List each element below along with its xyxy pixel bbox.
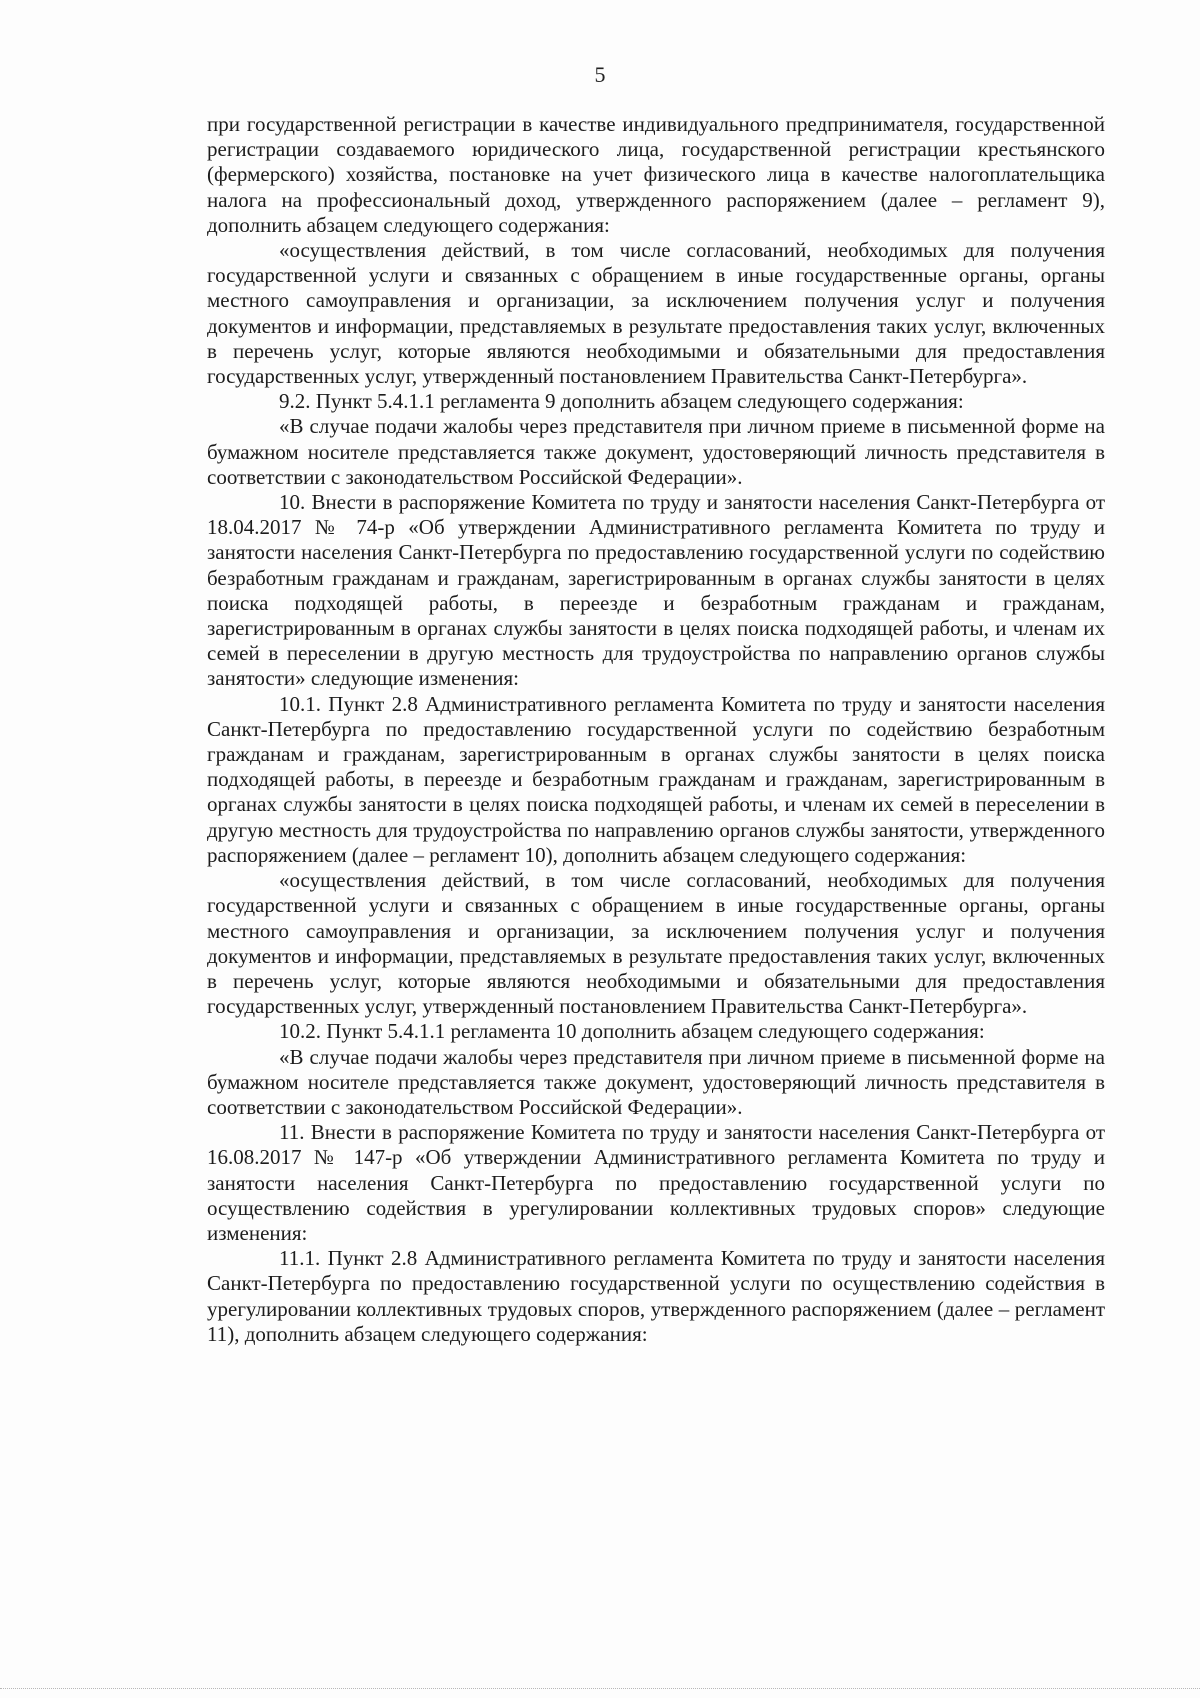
paragraph: «осуществления действий, в том числе согласований, необходимых для получения государственной услуги и связанных с обращением в иные государственные органы, органы местного самоуправления и организации, за исключением получения услуг и получения документов и информации, представляемых в результате предоставления таких услуг, включенных в перечень услуг, которые являются необходимыми и обязательными для предоставления государственных услуг, утвержденный постановлением Правительства Санкт-Петербурга». (207, 238, 1105, 389)
paragraph: 11. Внести в распоряжение Комитета по труду и занятости населения Санкт-Петербурга от 16.08.2017 № 147-р «Об утверждении Административного регламента Комитета по труду и занятости населения Санкт-Петербурга по предоставлению государственной услуги по осуществлению содействия в урегулировании коллективных трудовых споров» следующие изменения: (207, 1120, 1105, 1245)
paragraph: «В случае подачи жалобы через представителя при личном приеме в письменной форме на бумажном носителе представляется также документ, удостоверяющий личность представителя в соответствии с законодательством Российской Федерации». (207, 414, 1105, 489)
scan-edge-divider (0, 1688, 1200, 1689)
page-number: 5 (594, 62, 606, 87)
paragraph: «В случае подачи жалобы через представителя при личном приеме в письменной форме на бумажном носителе представляется также документ, удостоверяющий личность представителя в соответствии с законодательством Российской Федерации». (207, 1044, 1105, 1119)
paragraph: при государственной регистрации в качестве индивидуального предпринимателя, государственной регистрации создаваемого юридического лица, государственной регистрации крестьянского (фермерского) хозяйства, постановке на учет физического лица в качестве налогоплательщика налога на профессиональный доход, утвержденного распоряжением (далее – регламент 9), дополнить абзацем следующего содержания: (207, 112, 1105, 237)
paragraph: 10.2. Пункт 5.4.1.1 регламента 10 дополнить абзацем следующего содержания: (279, 1019, 985, 1044)
paragraph: 9.2. Пункт 5.4.1.1 регламента 9 дополнить абзацем следующего содержания: (279, 389, 964, 414)
paragraph: 11.1. Пункт 2.8 Административного регламента Комитета по труду и занятости населения Санкт-Петербурга по предоставлению государственной услуги по осуществлению содействия в урегулировании коллективных трудовых споров, утвержденного распоряжением (далее – регламент 11), дополнить абзацем следующего содержания: (207, 1246, 1105, 1346)
paragraph: 10. Внести в распоряжение Комитета по труду и занятости населения Санкт-Петербурга от 18.04.2017 № 74-р «Об утверждении Административного регламента Комитета по труду и занятости населения Санкт-Петербурга по предоставлению государственной услуги по содействию безработным гражданам и гражданам, зарегистрированным в органах службы занятости в целях поиска подходящей работы, в переезде и безработным гражданам и гражданам, зарегистрированным в органах службы занятости в целях поиска подходящей работы, и членам их семей в переселении в другую местность для трудоустройства по направлению органов службы занятости» следующие изменения: (207, 490, 1105, 691)
document-body (207, 112, 1105, 1347)
paragraph: 10.1. Пункт 2.8 Административного регламента Комитета по труду и занятости населения Санкт-Петербурга по предоставлению государственной услуги по содействию безработным гражданам и гражданам, зарегистрированным в органах службы занятости в целях поиска подходящей работы, в переезде и безработным гражданам и гражданам, зарегистрированным в органах службы занятости в целях поиска подходящей работы, и членам их семей в переселении в другую местность для трудоустройства по направлению органов службы занятости, утвержденного распоряжением (далее – регламент 10), дополнить абзацем следующего содержания: (207, 691, 1105, 867)
paragraph: «осуществления действий, в том числе согласований, необходимых для получения государственной услуги и связанных с обращением в иные государственные органы, органы местного самоуправления и организации, за исключением получения услуг и получения документов и информации, представляемых в результате предоставления таких услуг, включенных в перечень услуг, которые являются необходимыми и обязательными для предоставления государственных услуг, утвержденный постановлением Правительства Санкт-Петербурга». (207, 868, 1105, 1019)
